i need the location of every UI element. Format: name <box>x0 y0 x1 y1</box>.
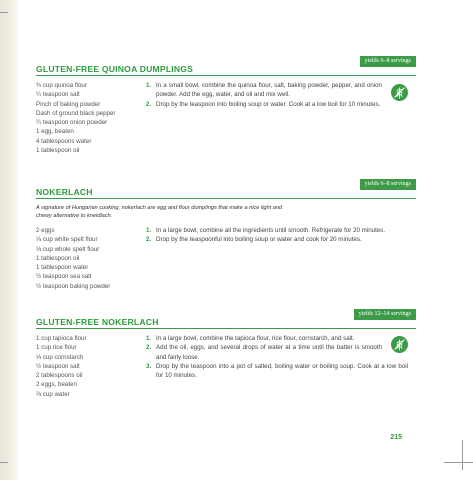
ingredient-item: Pinch of baking powder <box>36 100 101 108</box>
ingredient-item: 2 tablespoons oil <box>36 372 83 380</box>
title-rule <box>36 75 416 76</box>
step-number: 1. <box>146 82 152 89</box>
ingredient-item: 1 cup tapioca flour <box>36 335 87 342</box>
recipe-title: NOKERLACH <box>36 187 93 197</box>
crop-mark-right <box>462 440 463 470</box>
method-steps <box>146 81 382 109</box>
recipe-header <box>36 313 416 327</box>
yields-tag: yields 6–8 servings <box>360 56 416 67</box>
ingredient-item: ⅓ cup cornstarch <box>36 353 84 361</box>
recipe-header <box>36 60 416 74</box>
cookbook-page <box>36 0 416 480</box>
ingredient-item: ¼ teaspoon onion powder <box>36 119 108 127</box>
method-step <box>146 334 382 343</box>
method-steps <box>146 226 408 245</box>
title-rule <box>36 198 416 199</box>
page-number: 215 <box>390 434 402 441</box>
recipe-body <box>36 226 416 296</box>
crop-mark-bottom-right <box>444 462 473 463</box>
wheat-crossed-icon <box>391 336 408 353</box>
method-step <box>146 362 408 381</box>
ingredient-item: ½ teaspoon salt <box>36 362 80 370</box>
crop-mark-top-left <box>0 12 8 13</box>
ingredient-item: ⅓ cup white spelt flour <box>36 236 98 244</box>
recipe-quinoa-dumplings <box>36 60 416 161</box>
step-number: 1. <box>146 227 152 234</box>
recipe-body <box>36 334 416 414</box>
step-text: Drop by the teaspoon into boiling soup or water. Cook at a low boil for 10 minutes. <box>156 100 381 108</box>
ingredient-item: 1 egg, beaten <box>36 128 74 136</box>
method-steps <box>146 334 408 380</box>
method-step <box>146 226 408 235</box>
ingredient-item: ¾ cup quinoa flour <box>36 82 87 89</box>
ingredient-item: ¼ teaspoon salt <box>36 91 80 99</box>
ingredient-item: 1 tablespoon oil <box>36 147 80 155</box>
ingredient-item: Dash of ground black pepper <box>36 109 116 117</box>
ingredient-item: 1 tablespoon water <box>36 264 89 272</box>
ingredient-item: ⅓ cup whole spelt flour <box>36 245 100 253</box>
step-text: In a small bowl, combine the quinoa flour, salt, baking powder, pepper, and onion powder. Add the egg, water, and oil and mix well. <box>156 82 382 99</box>
crop-mark-bottom-left <box>0 462 8 463</box>
step-text: Drop by the teaspoon into a pot of salted, boiling water or boiling soup. Cook at a low boil for 10 minutes. <box>156 362 408 380</box>
step-number: 2. <box>146 344 152 352</box>
step-text: In a large bowl, combine the tapioca flour, rice flour, cornstarch, and salt. <box>156 335 355 342</box>
yields-tag: yields 6–8 servings <box>360 179 416 190</box>
recipe-gluten-free-nokerlach <box>36 313 416 414</box>
step-text: Drop by the teaspoonful into boiling soup or water and cook for 20 minutes. <box>156 236 362 244</box>
step-number: 1. <box>146 335 152 342</box>
ingredient-list <box>36 334 141 399</box>
yields-tag: yields 12–14 servings <box>354 309 416 320</box>
ingredient-item: ⅔ cup water <box>36 390 70 398</box>
method-step <box>146 343 382 362</box>
method-step <box>146 100 382 109</box>
step-number: 3. <box>146 362 152 370</box>
recipe-intro: A signature of Hungarian cooking, nokerlach are egg and flour dumplings that make a nice light and chewy alternative to kneidlach. <box>36 205 283 219</box>
ingredient-item: 4 tablespoons water <box>36 137 92 145</box>
ingredient-list <box>36 81 141 155</box>
recipe-body <box>36 81 416 161</box>
ingredient-list <box>36 226 141 291</box>
ingredient-item: 2 eggs, beaten <box>36 381 77 389</box>
ingredient-item: 1 cup rice flour <box>36 344 77 352</box>
step-number: 2. <box>146 100 152 108</box>
ingredient-item: ½ teaspoon baking powder <box>36 282 111 290</box>
method-step <box>146 81 382 100</box>
adjacent-page-edge <box>0 0 20 480</box>
ingredient-item: 1 tablespoon oil <box>36 254 80 262</box>
ingredient-item: 2 eggs <box>36 227 55 234</box>
ingredient-item: ½ teaspoon sea salt <box>36 273 92 281</box>
step-text: Add the oil, eggs, and several drops of water at a time until the batter is smooth and fairly loose. <box>156 344 382 361</box>
recipe-title: GLUTEN-FREE NOKERLACH <box>36 317 159 327</box>
step-number: 2. <box>146 236 152 244</box>
recipe-header <box>36 183 416 197</box>
title-rule <box>36 328 416 329</box>
recipe-title: GLUTEN-FREE QUINOA DUMPLINGS <box>36 64 194 74</box>
step-text: In a large bowl, combine all the ingredients until smooth. Refrigerate for 20 minutes. <box>156 227 386 234</box>
wheat-crossed-icon <box>391 84 408 101</box>
method-step <box>146 235 408 244</box>
recipe-nokerlach <box>36 183 416 296</box>
